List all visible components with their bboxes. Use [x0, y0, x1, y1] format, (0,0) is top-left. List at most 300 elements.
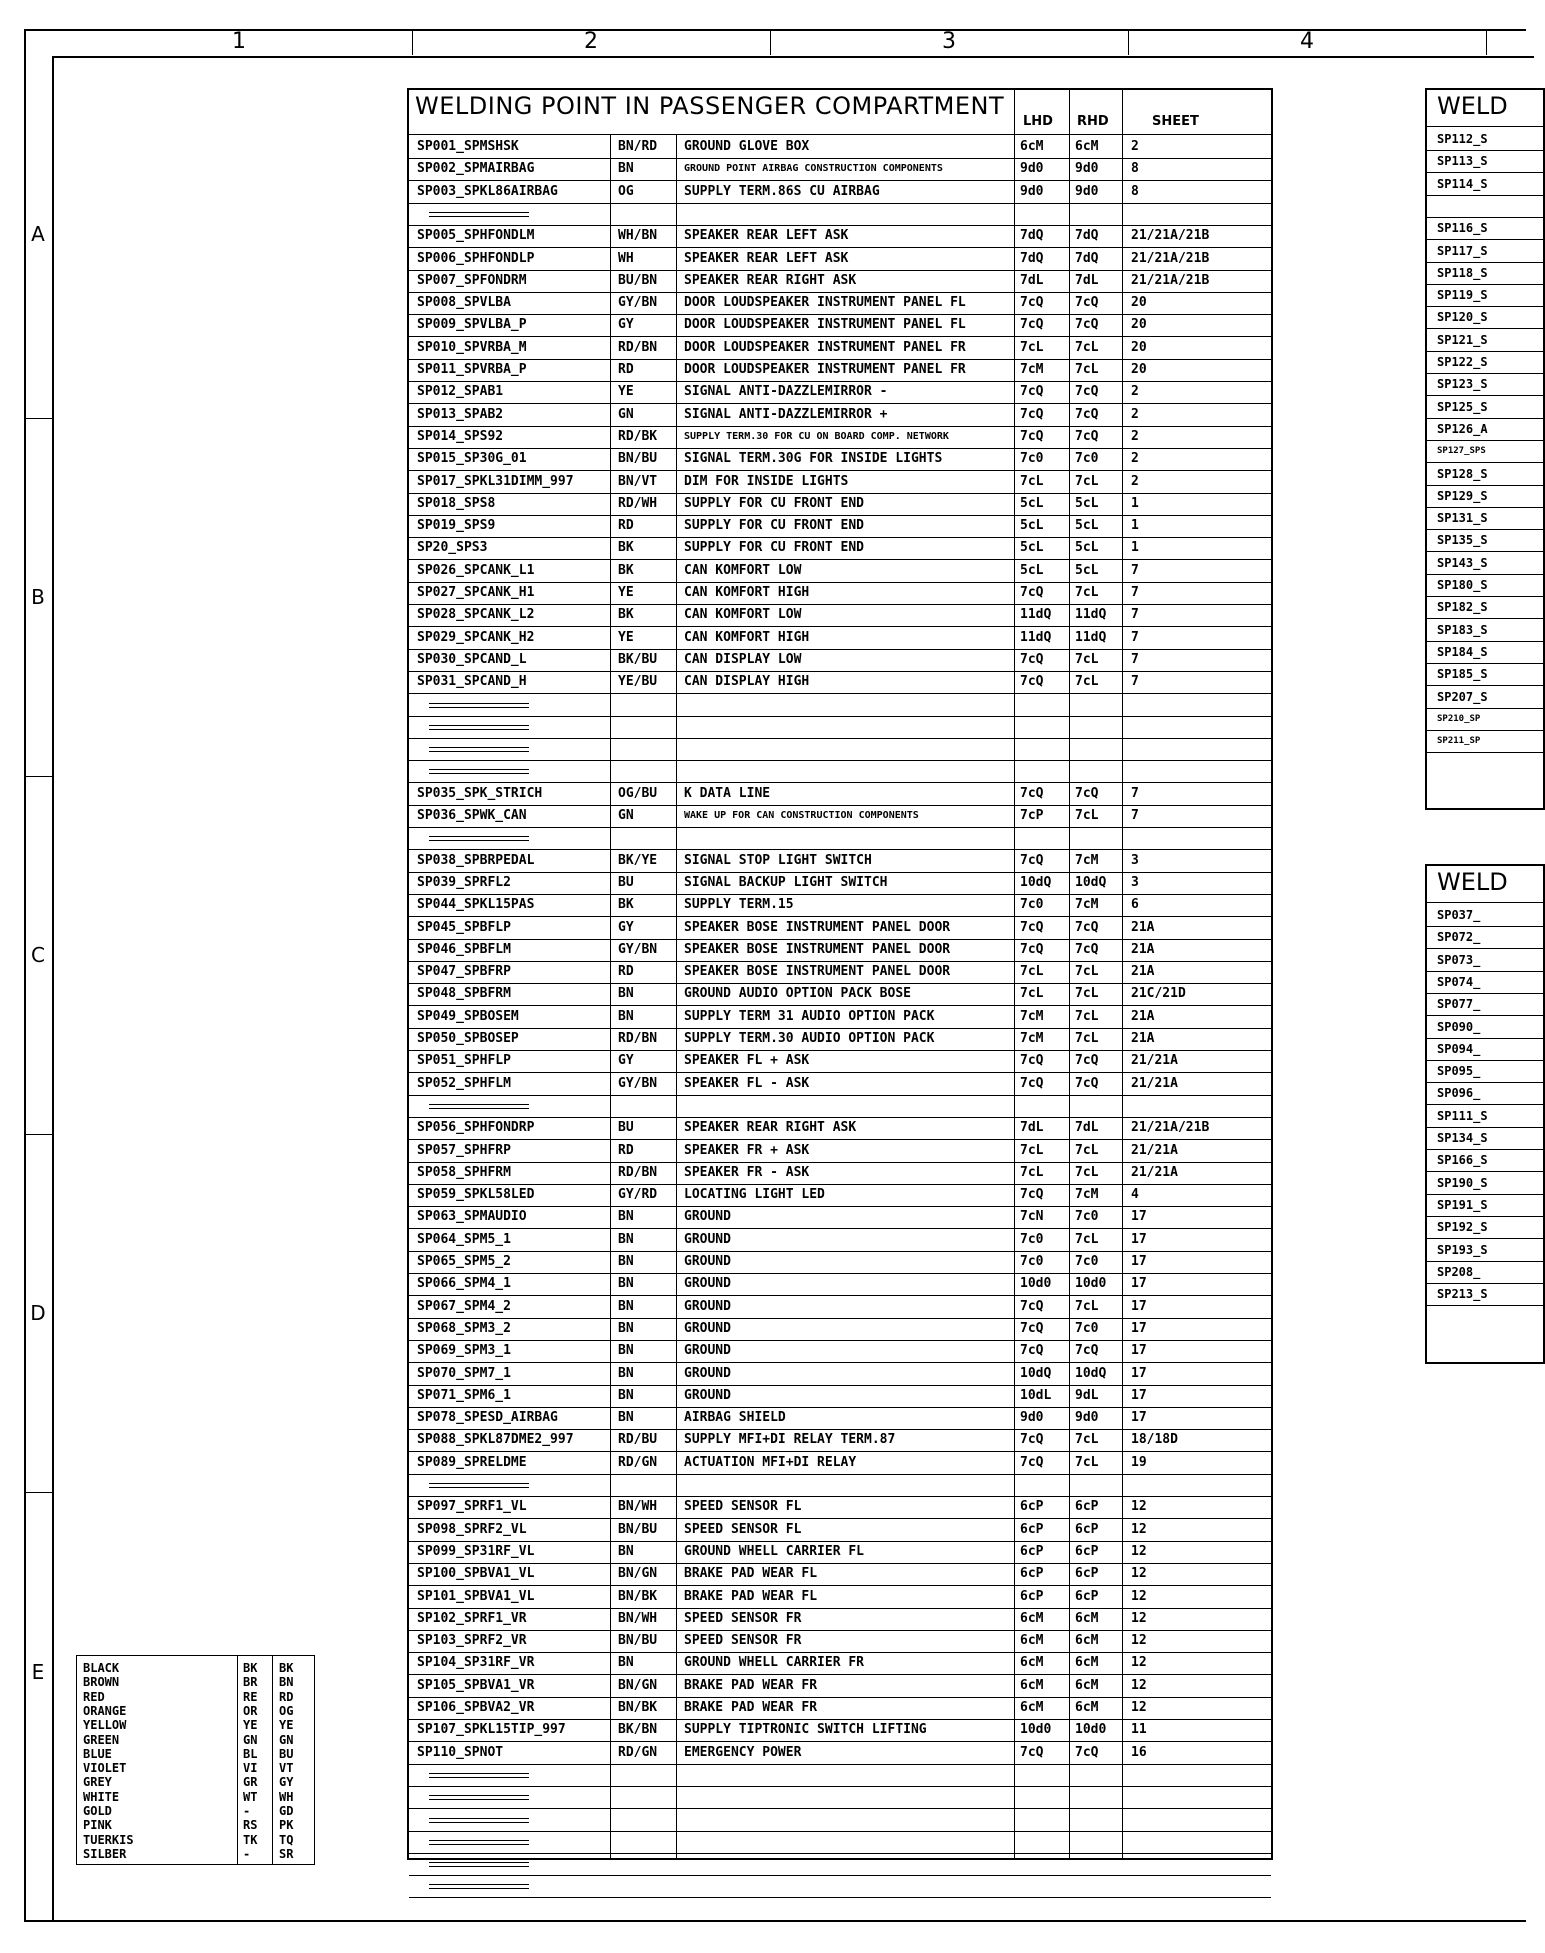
- code-de: YE: [243, 1718, 258, 1733]
- column-divider: [676, 134, 677, 1858]
- table-row: [409, 1028, 1271, 1051]
- point-id: SP047_SPBFRP: [417, 964, 511, 980]
- point-id: SP066_SPM4_1: [417, 1276, 511, 1292]
- point-id: SP035_SPK_STRICH: [417, 785, 543, 801]
- code-en: OG: [279, 1703, 294, 1718]
- sheet: 1: [1131, 540, 1139, 556]
- rhd-location: 7cL: [1075, 1432, 1099, 1448]
- rhd-location: 9d0: [1075, 161, 1099, 177]
- wire-color: BU: [618, 1120, 634, 1136]
- wire-color: BN/WH: [618, 1499, 658, 1515]
- wire-color: GY/BN: [618, 1075, 658, 1091]
- legend-row: [77, 1662, 314, 1675]
- description: GROUND WHELL CARRIER FL: [684, 1543, 865, 1559]
- rhd-location: 7cM: [1075, 852, 1099, 868]
- point-id: SP018_SPS8: [417, 495, 496, 511]
- lhd-location: 7cL: [1020, 964, 1044, 980]
- wire-color: WH/BN: [618, 228, 658, 244]
- sheet: 7: [1131, 808, 1139, 823]
- point-id: SP116_S: [1437, 221, 1488, 236]
- table-row: [1427, 971, 1543, 994]
- wire-color: GY/RD: [618, 1187, 658, 1203]
- wire-color: RD/BU: [618, 1432, 658, 1448]
- point-id: SP134_S: [1437, 1131, 1488, 1145]
- table-row: [409, 1742, 1271, 1765]
- rhd-location: 7dL: [1075, 1120, 1099, 1136]
- point-id: SP122_S: [1437, 355, 1488, 369]
- rhd-location: 7cQ: [1075, 428, 1099, 444]
- description: SUPPLY MFI+DI RELAY TERM.87: [684, 1432, 896, 1448]
- description: SIGNAL ANTI-DAZZLEMIRROR -: [684, 384, 888, 400]
- wire-color: RD: [618, 964, 634, 980]
- rhd-location: 5cL: [1075, 540, 1099, 556]
- rhd-location: 7cQ: [1075, 295, 1099, 311]
- point-id: SP006_SPHFONDLP: [417, 250, 535, 266]
- table-row: [409, 1318, 1271, 1341]
- wire-color: BN/RD: [618, 139, 658, 154]
- lhd-location: 5cL: [1020, 562, 1044, 578]
- point-id: SP096_: [1437, 1086, 1481, 1101]
- header-sheet: SHEET: [1152, 114, 1199, 129]
- point-id: SP001_SPMSHSK: [417, 139, 519, 154]
- rhd-location: 7cQ: [1075, 406, 1099, 422]
- legend-row: [77, 1776, 314, 1789]
- table-row: [1427, 173, 1543, 196]
- table-row: [1427, 485, 1543, 508]
- lhd-location: 7cQ: [1020, 1454, 1044, 1470]
- point-id: SP192_S: [1437, 1220, 1488, 1235]
- rhd-location: 5cL: [1075, 518, 1099, 534]
- description: GROUND: [684, 1387, 731, 1403]
- rhd-location: 11dQ: [1075, 607, 1107, 623]
- point-id: SP114_S: [1437, 176, 1488, 191]
- header-lhd: LHD: [1023, 114, 1053, 129]
- wire-color: BN: [618, 1320, 634, 1336]
- wire-color: OG: [618, 183, 634, 199]
- code-de: OR: [243, 1703, 258, 1718]
- description: GROUND WHELL CARRIER FR: [684, 1655, 865, 1671]
- point-id: SP098_SPRF2_VL: [417, 1521, 527, 1537]
- legend-row: [77, 1748, 314, 1761]
- point-id: SP103_SPRF2_VR: [417, 1633, 527, 1649]
- point-id: SP071_SPM6_1: [417, 1387, 511, 1403]
- code-en: PK: [279, 1818, 294, 1833]
- table-row: [1427, 926, 1543, 949]
- legend-row: [77, 1719, 314, 1732]
- point-id: SP013_SPAB2: [417, 406, 504, 422]
- table-row: [1427, 262, 1543, 285]
- table-row: [409, 181, 1271, 204]
- point-id: SP094_: [1437, 1041, 1481, 1056]
- sheet: 12: [1131, 1610, 1147, 1626]
- point-id: SP121_S: [1437, 332, 1488, 347]
- lhd-location: 7cQ: [1020, 1744, 1044, 1760]
- point-id: SP211_SP: [1437, 736, 1481, 747]
- wire-color: OG/BU: [618, 785, 658, 801]
- legend-row: [77, 1805, 314, 1818]
- wire-color: BN: [618, 1008, 634, 1024]
- sheet: 17: [1131, 1254, 1147, 1269]
- row-marker-b: B: [31, 585, 45, 609]
- wire-color: BN/GN: [618, 1677, 658, 1693]
- table-row: [409, 1206, 1271, 1229]
- sheet: 16: [1131, 1744, 1147, 1760]
- rhd-location: 7cL: [1075, 1298, 1099, 1314]
- sheet: 12: [1131, 1543, 1147, 1559]
- table-row: [409, 649, 1271, 672]
- color-name: RED: [83, 1689, 105, 1704]
- sheet: 21/21A/21B: [1131, 272, 1210, 288]
- rhd-location: 6cM: [1075, 1655, 1099, 1671]
- description: K DATA LINE: [684, 785, 771, 801]
- lhd-location: 7cQ: [1020, 428, 1044, 444]
- color-name: TUERKIS: [83, 1832, 134, 1847]
- code-de: -: [243, 1846, 251, 1861]
- sheet: 12: [1131, 1499, 1147, 1515]
- table-row: [409, 671, 1271, 694]
- sheet: 12: [1131, 1521, 1147, 1537]
- table-row: [1427, 284, 1543, 307]
- sheet: 17: [1131, 1387, 1147, 1403]
- wire-color: BN: [618, 1254, 634, 1269]
- table-row: [409, 939, 1271, 962]
- point-id: SP207_S: [1437, 689, 1488, 704]
- column-marker-2: 2: [412, 29, 771, 55]
- table-row: [1427, 1127, 1543, 1150]
- column-divider: [1014, 90, 1015, 1858]
- legend-row: [77, 1734, 314, 1747]
- code-en: GD: [279, 1804, 294, 1818]
- sheet: 7: [1131, 629, 1139, 645]
- point-id: SP123_S: [1437, 377, 1488, 392]
- table-row: [409, 1496, 1271, 1519]
- table-row: [409, 1006, 1271, 1029]
- wire-color: RD: [618, 518, 634, 534]
- rhd-location: 10d0: [1075, 1276, 1107, 1292]
- point-id: SP058_SPHFRM: [417, 1164, 511, 1180]
- lhd-location: 7cQ: [1020, 1053, 1044, 1069]
- blank-row: [409, 827, 1271, 850]
- lhd-location: 7cQ: [1020, 941, 1044, 957]
- table-row: [409, 1184, 1271, 1207]
- point-id: SP007_SPFONDRM: [417, 272, 527, 288]
- table-row: [1427, 529, 1543, 552]
- point-id: SP117_S: [1437, 243, 1488, 258]
- wire-color: BU/BN: [618, 272, 658, 288]
- description: SUPPLY TERM.30 AUDIO OPTION PACK: [684, 1031, 935, 1046]
- rhd-location: 6cP: [1075, 1521, 1099, 1537]
- point-id: SP190_S: [1437, 1175, 1488, 1190]
- rhd-location: 6cM: [1075, 1677, 1099, 1693]
- wire-color: YE: [618, 384, 634, 400]
- welding-point-table: [407, 88, 1273, 1860]
- legend-row: [77, 1705, 314, 1718]
- wire-color: RD/GN: [618, 1744, 658, 1760]
- point-id: SP183_S: [1437, 622, 1488, 637]
- color-name: BROWN: [83, 1675, 120, 1690]
- wire-color: GY: [618, 317, 634, 333]
- point-id: SP059_SPKL58LED: [417, 1187, 535, 1203]
- rhd-location: 7cL: [1075, 1231, 1099, 1247]
- blank-row: [409, 1764, 1271, 1787]
- description: SPEED SENSOR FR: [684, 1633, 802, 1649]
- point-id: SP072_: [1437, 930, 1481, 945]
- description: LOCATING LIGHT LED: [684, 1187, 825, 1203]
- description: SPEAKER REAR LEFT ASK: [684, 250, 849, 266]
- lhd-location: 7cQ: [1020, 1320, 1044, 1336]
- rhd-location: 10dQ: [1075, 1365, 1107, 1381]
- lhd-location: 7dL: [1020, 272, 1044, 288]
- blank-row: [409, 738, 1271, 761]
- lhd-location: 7cQ: [1020, 1187, 1044, 1203]
- point-id: SP127_SPS: [1437, 446, 1486, 457]
- wire-color: BN/BU: [618, 451, 658, 467]
- table-row: [409, 1363, 1271, 1386]
- legend-row: [77, 1676, 314, 1689]
- table-row: [1427, 150, 1543, 173]
- table-row: [1427, 904, 1543, 927]
- point-id: SP019_SPS9: [417, 518, 496, 534]
- wire-color: BN: [618, 1387, 634, 1403]
- lhd-location: 6cM: [1020, 1610, 1044, 1626]
- wire-color: RD/BN: [618, 339, 658, 355]
- point-id: SP106_SPBVA2_VR: [417, 1700, 535, 1715]
- sheet: 6: [1131, 897, 1139, 913]
- point-id: SP119_S: [1437, 288, 1488, 303]
- legend-row: [77, 1791, 314, 1804]
- table-row: [409, 1162, 1271, 1185]
- table-row: [409, 983, 1271, 1006]
- rhd-location: 7cQ: [1075, 1343, 1099, 1359]
- point-id: SP166_S: [1437, 1153, 1488, 1168]
- lhd-location: 6cP: [1020, 1521, 1044, 1537]
- rhd-location: 7cQ: [1075, 1053, 1099, 1069]
- table-row: [1427, 596, 1543, 619]
- description: WAKE UP FOR CAN CONSTRUCTION COMPONENTS: [684, 810, 919, 821]
- description: SPEAKER BOSE INSTRUMENT PANEL DOOR: [684, 941, 951, 957]
- lhd-location: 7cL: [1020, 339, 1044, 355]
- row-marker-d: D: [30, 1301, 46, 1325]
- point-id: SP193_S: [1437, 1242, 1488, 1257]
- point-id: SP101_SPBVA1_VL: [417, 1588, 535, 1604]
- table-row: [1427, 418, 1543, 441]
- description: SUPPLY TERM.15: [684, 897, 794, 913]
- description: SPEAKER REAR RIGHT ASK: [684, 272, 857, 288]
- table-row: [1427, 440, 1543, 463]
- description: AIRBAG SHIELD: [684, 1410, 786, 1426]
- table-row: [409, 1429, 1271, 1452]
- column-divider: [610, 134, 611, 1858]
- color-name: GREY: [83, 1775, 112, 1790]
- point-id: SP099_SP31RF_VL: [417, 1543, 535, 1559]
- blank-row: [409, 1875, 1271, 1898]
- description: EMERGENCY POWER: [684, 1744, 802, 1760]
- table-row: [1427, 730, 1543, 753]
- lhd-location: 7cQ: [1020, 384, 1044, 400]
- wire-color: RD/BN: [618, 1031, 658, 1046]
- point-id: SP069_SPM3_1: [417, 1343, 511, 1359]
- lhd-location: 7cM: [1020, 1031, 1044, 1046]
- wire-color: BN: [618, 1410, 634, 1426]
- sheet: 2: [1131, 406, 1139, 422]
- description: GROUND: [684, 1231, 731, 1247]
- wire-color: BN/GN: [618, 1566, 658, 1582]
- sheet: 17: [1131, 1320, 1147, 1336]
- table-row: [409, 1586, 1271, 1609]
- color-name: YELLOW: [83, 1718, 127, 1733]
- wire-color: RD/BK: [618, 428, 658, 444]
- point-id: SP126_A: [1437, 421, 1488, 436]
- code-en: BK: [279, 1661, 294, 1675]
- lhd-location: 6cP: [1020, 1588, 1044, 1604]
- table-row: [409, 537, 1271, 560]
- table-row: [409, 604, 1271, 627]
- sheet: 12: [1131, 1633, 1147, 1649]
- table-row: [409, 1407, 1271, 1430]
- rhd-location: 7cQ: [1075, 384, 1099, 400]
- point-id: SP073_: [1437, 952, 1481, 967]
- lhd-location: 7dQ: [1020, 250, 1044, 266]
- table-row: [1427, 1172, 1543, 1195]
- code-en: WH: [279, 1789, 294, 1804]
- sheet: 2: [1131, 428, 1139, 444]
- lhd-location: 7c0: [1020, 1254, 1044, 1269]
- table-row: [409, 292, 1271, 315]
- table-row: [409, 783, 1271, 806]
- sheet: 1: [1131, 495, 1139, 511]
- lhd-location: 7cQ: [1020, 674, 1044, 690]
- rhd-location: 7cL: [1075, 339, 1099, 355]
- sheet: 4: [1131, 1187, 1139, 1203]
- point-id: SP191_S: [1437, 1197, 1488, 1212]
- point-id: SP008_SPVLBA: [417, 295, 511, 311]
- rhd-location: 7cQ: [1075, 941, 1099, 957]
- sheet: 21/21A/21B: [1131, 228, 1210, 244]
- table-row: [1427, 240, 1543, 263]
- point-id: SP113_S: [1437, 154, 1488, 169]
- description: DOOR LOUDSPEAKER INSTRUMENT PANEL FR: [684, 339, 966, 355]
- lhd-location: 10d0: [1020, 1722, 1052, 1738]
- wire-color: BN/WH: [618, 1610, 658, 1626]
- table-row: [1427, 552, 1543, 575]
- point-id: SP131_S: [1437, 511, 1488, 526]
- rhd-location: 7cL: [1075, 585, 1099, 600]
- sheet: 2: [1131, 384, 1139, 400]
- table-row: [409, 404, 1271, 427]
- table-row: [409, 582, 1271, 605]
- table-row: [1427, 1194, 1543, 1217]
- description: GROUND: [684, 1209, 731, 1225]
- header-rhd: RHD: [1077, 114, 1109, 129]
- table-row: [409, 158, 1271, 181]
- sheet: 17: [1131, 1231, 1147, 1247]
- table-row: [409, 1608, 1271, 1631]
- rhd-location: 11dQ: [1075, 629, 1107, 645]
- point-id: SP056_SPHFONDRP: [417, 1120, 535, 1136]
- right-table-title: WELD: [1437, 868, 1508, 896]
- table-row: [409, 1296, 1271, 1319]
- description: CAN KOMFORT LOW: [684, 562, 802, 578]
- rhd-location: 7cM: [1075, 897, 1099, 913]
- lhd-location: 7cL: [1020, 473, 1044, 489]
- code-de: BR: [243, 1675, 258, 1690]
- wire-color: BK: [618, 897, 634, 913]
- color-name: PINK: [83, 1818, 112, 1833]
- table-row: [409, 894, 1271, 917]
- lhd-location: 7cQ: [1020, 1298, 1044, 1314]
- description: SUPPLY TERM 31 AUDIO OPTION PACK: [684, 1008, 935, 1024]
- point-id: SP012_SPAB1: [417, 384, 504, 400]
- table-row: [1427, 373, 1543, 396]
- table-row: [409, 1630, 1271, 1653]
- wire-color: BN/BU: [618, 1521, 658, 1537]
- description: DOOR LOUDSPEAKER INSTRUMENT PANEL FR: [684, 362, 966, 377]
- wire-color: GN: [618, 808, 634, 823]
- description: SPEED SENSOR FL: [684, 1499, 802, 1515]
- table-row: [409, 381, 1271, 404]
- table-row: [1427, 1082, 1543, 1105]
- point-id: SP036_SPWK_CAN: [417, 808, 527, 823]
- rhd-location: 7cL: [1075, 362, 1099, 377]
- point-id: SP095_: [1437, 1064, 1481, 1079]
- rhd-location: 7cL: [1075, 1031, 1099, 1046]
- description: GROUND AUDIO OPTION PACK BOSE: [684, 986, 911, 1002]
- table-row: [409, 1385, 1271, 1408]
- point-id: SP111_S: [1437, 1108, 1488, 1123]
- legend-row: [77, 1834, 314, 1847]
- description: SUPPLY TIPTRONIC SWITCH LIFTING: [684, 1722, 927, 1738]
- rhd-location: 7dQ: [1075, 228, 1099, 244]
- point-id: SP090_: [1437, 1019, 1481, 1034]
- point-id: SP074_: [1437, 974, 1481, 989]
- description: GROUND POINT AIRBAG CONSTRUCTION COMPONENTS: [684, 163, 943, 175]
- table-row: [1427, 641, 1543, 664]
- sheet: 1: [1131, 518, 1139, 534]
- wire-color: BN: [618, 1365, 634, 1381]
- table-row: [409, 359, 1271, 382]
- wire-color: YE/BU: [618, 674, 658, 690]
- rhd-location: 7dL: [1075, 272, 1099, 288]
- table-row: [409, 1273, 1271, 1296]
- lhd-location: 7cQ: [1020, 317, 1044, 333]
- description: SUPPLY TERM.30 FOR CU ON BOARD COMP. NETWORK: [684, 430, 949, 442]
- rhd-location: 7cL: [1075, 1142, 1099, 1158]
- wire-color: BN/BU: [618, 1633, 658, 1649]
- rhd-location: 7cL: [1075, 473, 1099, 489]
- table-row: [409, 426, 1271, 449]
- description: BRAKE PAD WEAR FR: [684, 1700, 818, 1715]
- rhd-location: 6cP: [1075, 1499, 1099, 1515]
- description: BRAKE PAD WEAR FL: [684, 1588, 818, 1604]
- lhd-location: 6cM: [1020, 1677, 1044, 1693]
- lhd-location: 6cP: [1020, 1543, 1044, 1559]
- point-id: SP143_S: [1437, 555, 1488, 570]
- column-marker-1: 1: [24, 29, 413, 55]
- sheet: 7: [1131, 651, 1139, 667]
- sheet: 19: [1131, 1454, 1147, 1470]
- rhd-location: 7cQ: [1075, 919, 1099, 935]
- blank-row: [409, 1831, 1271, 1854]
- point-id: SP064_SPM5_1: [417, 1231, 511, 1247]
- wire-color: BN/BK: [618, 1588, 658, 1604]
- point-id: SP038_SPBRPEDAL: [417, 852, 535, 868]
- point-id: SP185_S: [1437, 667, 1488, 682]
- sheet: 21A: [1131, 1031, 1155, 1046]
- wire-color: RD: [618, 1142, 634, 1158]
- point-id: SP105_SPBVA1_VR: [417, 1677, 535, 1693]
- description: GROUND GLOVE BOX: [684, 139, 810, 154]
- lhd-location: 7cQ: [1020, 406, 1044, 422]
